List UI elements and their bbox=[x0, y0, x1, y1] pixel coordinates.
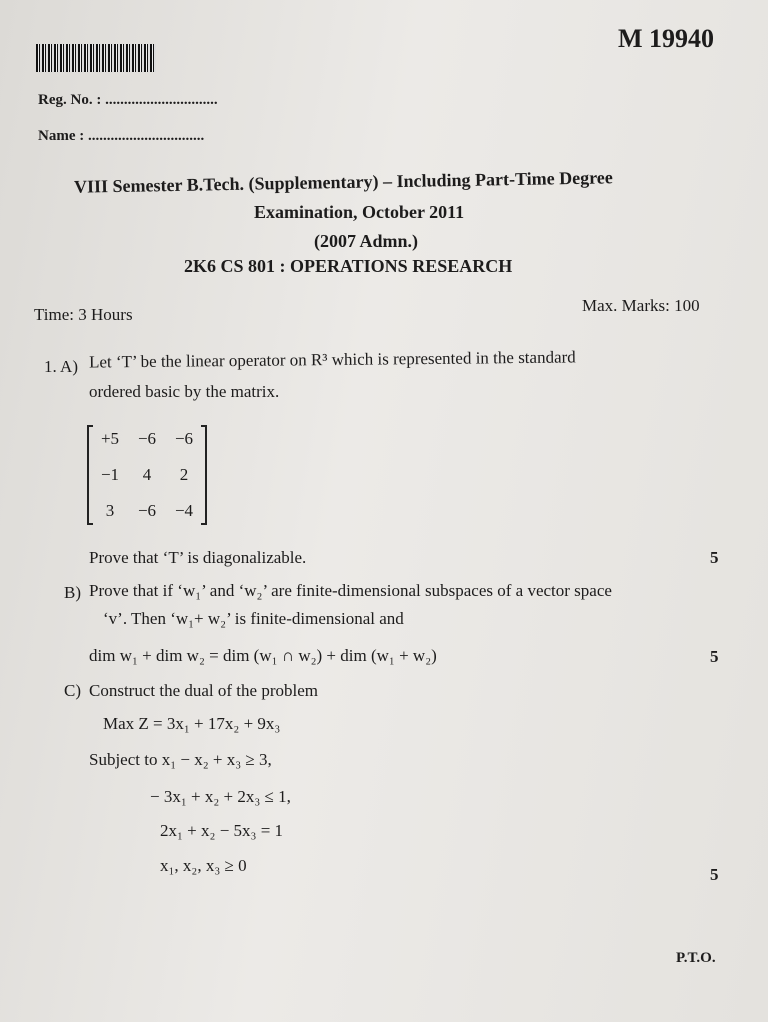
q1a-marks: 5 bbox=[710, 548, 719, 567]
q1a-text-1: Let ‘T’ be the linear operator on R³ which is represented in the standard bbox=[88, 347, 576, 372]
matrix-cell: −6 bbox=[174, 429, 194, 448]
q1b-line3: dim w₁ + dim w₂ = dim (w₁ ∩ w₂) + dim (w₁ + w₂) bbox=[89, 646, 437, 665]
q1c-constraint-2: − 3x₁ + x₂ + 2x₃ ≤ 1, bbox=[150, 787, 291, 806]
matrix-cell: 2 bbox=[179, 465, 189, 484]
title-line3: (2007 Admn.) bbox=[314, 231, 419, 251]
course-title: 2K6 CS 801 : OPERATIONS RESEARCH bbox=[184, 256, 513, 276]
barcode bbox=[36, 44, 156, 72]
q1c-line1: Construct the dual of the problem bbox=[89, 681, 318, 700]
matrix-cell: 3 bbox=[105, 501, 115, 520]
matrix-cell: −1 bbox=[100, 465, 120, 484]
matrix-bracket-right bbox=[201, 425, 207, 525]
title-line2: Examination, October 2011 bbox=[254, 202, 465, 222]
matrix-cell: 4 bbox=[142, 465, 152, 484]
name-field: Name : ............................... bbox=[38, 128, 205, 144]
q1c-label: C) bbox=[64, 681, 81, 700]
matrix bbox=[87, 425, 207, 525]
matrix-cell: +5 bbox=[100, 429, 120, 448]
pto: P.T.O. bbox=[676, 950, 716, 966]
max-marks: Max. Marks: 100 bbox=[582, 296, 700, 315]
matrix-cell: −4 bbox=[174, 501, 194, 520]
q1c-constraint-4: x₁, x₂, x₃ ≥ 0 bbox=[160, 856, 247, 875]
matrix-cell: −6 bbox=[137, 429, 157, 448]
q1b-marks: 5 bbox=[710, 647, 719, 666]
q1c-subject-to: Subject to x₁ − x₂ + x₃ ≥ 3, bbox=[89, 750, 272, 769]
q1a-text-2: ordered basic by the matrix. bbox=[89, 382, 280, 401]
q1a-label: 1. A) bbox=[44, 357, 78, 376]
q1c-marks: 5 bbox=[710, 865, 719, 884]
q1b-line2: ‘v’. Then ‘w₁+ w₂’ is finite-dimensional and bbox=[103, 609, 404, 628]
title-line1: VIII Semester B.Tech. (Supplementary) – Including Part-Time Degree bbox=[73, 167, 613, 197]
paper-code: M 19940 bbox=[618, 24, 715, 53]
q1b-label: B) bbox=[64, 583, 81, 602]
q1c-constraint-3: 2x₁ + x₂ − 5x₃ = 1 bbox=[160, 821, 284, 840]
q1c-objective: Max Z = 3x₁ + 17x₂ + 9x₃ bbox=[103, 714, 281, 733]
matrix-cell: −6 bbox=[137, 501, 157, 520]
time: Time: 3 Hours bbox=[34, 305, 133, 324]
q1b-line1: Prove that if ‘w₁’ and ‘w₂’ are finite-dimensional subspaces of a vector space bbox=[89, 581, 612, 600]
q1a-prove: Prove that ‘T’ is diagonalizable. bbox=[89, 548, 307, 567]
reg-no: Reg. No. : .............................. bbox=[38, 92, 218, 108]
